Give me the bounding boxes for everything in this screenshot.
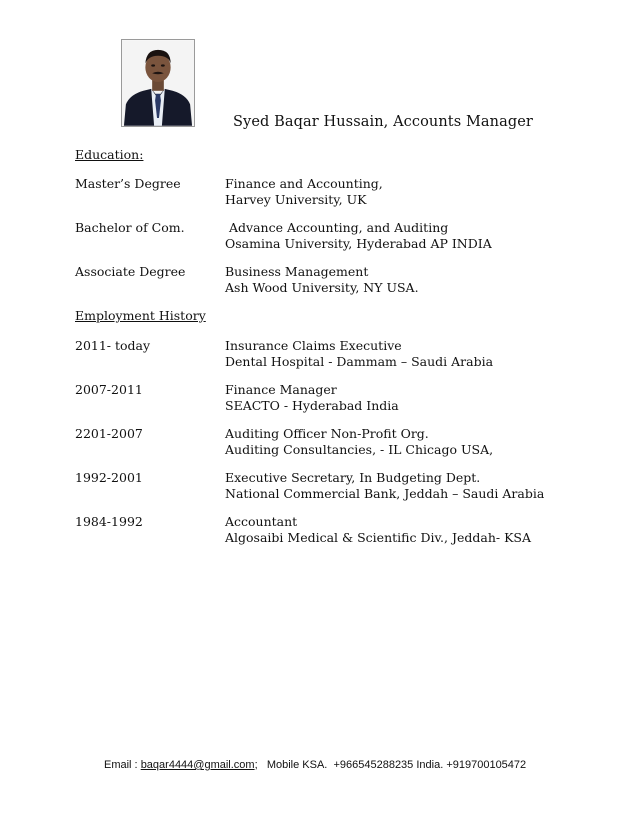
education-detail	[225, 220, 492, 252]
contact-footer	[104, 759, 526, 771]
job-title: Auditing Officer Non-Profit Org.	[225, 426, 429, 441]
employment-detail	[225, 338, 493, 370]
employment-heading: Employment History	[75, 308, 206, 323]
education-field: Advance Accounting, and Auditing	[225, 220, 449, 235]
education-school: Harvey University, UK	[225, 192, 367, 207]
education-field: Finance and Accounting,	[225, 176, 383, 191]
job-title: Executive Secretary, In Budgeting Dept.	[225, 470, 481, 485]
employer: SEACTO - Hyderabad India	[225, 398, 399, 413]
education-field: Business Management	[225, 264, 369, 279]
education-degree: Master’s Degree	[75, 176, 181, 191]
profile-photo	[121, 39, 195, 127]
job-title: Finance Manager	[225, 382, 337, 397]
education-degree: Bachelor of Com.	[75, 220, 185, 235]
employer: Dental Hospital - Dammam – Saudi Arabia	[225, 354, 494, 369]
employment-period: 2007-2011	[75, 382, 143, 397]
education-heading: Education:	[75, 147, 144, 162]
email-link[interactable]: baqar4444@gmail.com	[140, 759, 255, 771]
employment-period: 1984-1992	[75, 514, 143, 529]
employment-period: 2011- today	[75, 338, 151, 353]
employer: National Commercial Bank, Jeddah – Saudi Arabia	[225, 486, 545, 501]
email-label: Email :	[104, 759, 141, 771]
employment-detail	[225, 426, 493, 458]
job-title: Insurance Claims Executive	[225, 338, 402, 353]
employment-detail	[225, 470, 544, 502]
employer: Auditing Consultancies, - IL Chicago USA,	[225, 442, 494, 457]
name-title: Syed Baqar Hussain, Accounts Manager	[233, 114, 533, 130]
education-degree: Associate Degree	[75, 264, 186, 279]
education-detail	[225, 176, 383, 208]
education-school: Ash Wood University, NY USA.	[225, 280, 419, 295]
employment-period: 2201-2007	[75, 426, 143, 441]
job-title: Accountant	[225, 514, 298, 529]
employment-period: 1992-2001	[75, 470, 143, 485]
education-school: Osamina University, Hyderabad AP INDIA	[225, 236, 492, 251]
employer: Algosaibi Medical & Scientific Div., Jeddah- KSA	[225, 530, 532, 545]
education-detail	[225, 264, 419, 296]
phone-numbers: ; Mobile KSA. +966545288235 India. +919700105472	[254, 759, 527, 771]
employment-detail	[225, 382, 399, 414]
employment-detail	[225, 514, 531, 546]
